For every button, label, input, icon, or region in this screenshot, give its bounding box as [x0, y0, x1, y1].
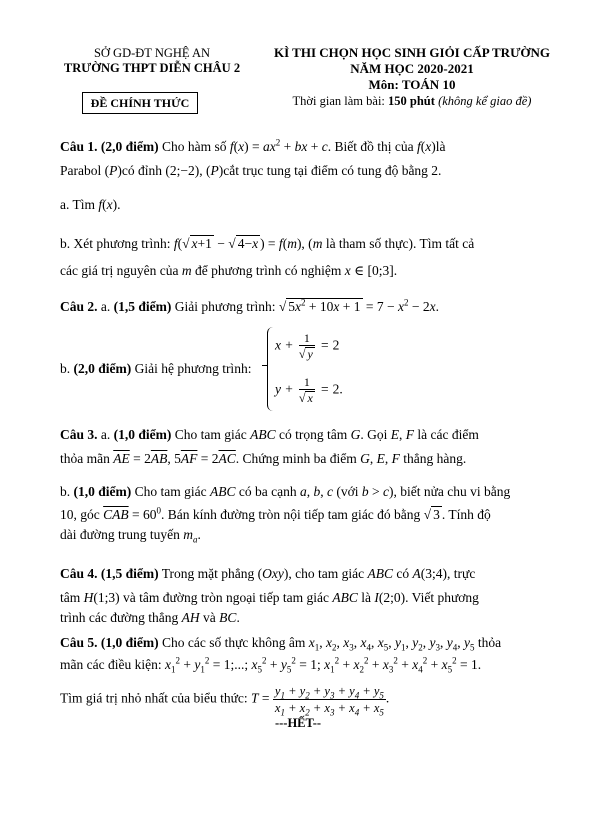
q4-line3: trình các đường thẳng AH và BC. — [60, 610, 240, 625]
exam-title: KÌ THI CHỌN HỌC SINH GIỎI CẤP TRƯỜNG — [273, 45, 551, 60]
q1b-line1: b. Xét phương trình: f(√ x+1 − √ 4−x ) = f(m), (m là tham số thực). Tìm tất cả — [60, 236, 475, 251]
end-marker: ---HẾT-- — [274, 716, 322, 730]
q1-label: Câu 1. (2,0 điểm) — [60, 139, 159, 154]
q5-fraction: $\frac{y_1 + y_2 + y_3 + y_4 + y_5}{x_1 + x_2 + x_3 + x_4 + x_5}$ — [274, 684, 384, 718]
school-name: TRƯỜNG THPT DIỄN CHÂU 2 — [63, 61, 241, 75]
equation-system — [267, 327, 387, 413]
system-eq-2: y + $\frac{1}{√ x}$ = 2. — [275, 375, 343, 405]
q3a-line1: Câu 3. a. (1,0 điểm) Cho tam giác ABC có trọng tâm G. Gọi E, F là các điểm — [60, 427, 479, 442]
dept-name: SỞ GD-ĐT NGHỆ AN — [93, 46, 211, 60]
q5-line1: Câu 5. (1,0 điểm) Cho các số thực không âm $x_1$, $x_2$, $x_3$, $x_4$, $x_5$, $y_1$, $y_2$, $y_3$, $y_4$, $y_5$ thỏa — [60, 635, 502, 653]
q1-line2: Parabol (P)có đỉnh (2;−2), (P)cắt trục tung tại điểm có tung độ bằng 2. — [60, 163, 442, 178]
q3b-line2: 10, góc $\overline{CAB} = 60^0$. Bán kính đường tròn nội tiếp tam giác đó bằng √ 3 . Tính độ — [60, 505, 491, 522]
q4-line2: tâm H(1;3) và tâm đường tròn ngoại tiếp tam giác ABC là I(2;0). Viết phương — [60, 590, 479, 605]
school-year: NĂM HỌC 2020-2021 — [350, 61, 474, 76]
official-label: ĐỀ CHÍNH THỨC — [82, 92, 198, 114]
q5-line3: Tìm giá trị nhỏ nhất của biểu thức: T = $\frac{y_1 + y_2 + y_3 + y_4 + y_5}{x_1 + x_2 + x_3 + x_4 + x_5}$ . — [60, 684, 390, 718]
q2a: Câu 2. a. (1,5 điểm) Giải phương trình: √ $5x^2 + 10x + 1 = 7 - x^2 - 2x$. — [60, 297, 439, 314]
q4-line1: Câu 4. (1,5 điểm) Trong mặt phẳng (Oxy), cho tam giác ABC có A(3;4), trực — [60, 566, 476, 581]
q1b-line2: các giá trị nguyên của m để phương trình có nghiệm x ∈ [0;3]. — [60, 263, 398, 278]
q2b: b. (2,0 điểm) Giải hệ phương trình: — [60, 361, 252, 376]
q1-line1: Câu 1. (2,0 điểm) Cho hàm số $f(x) = ax^2$ + bx + c. Biết đồ thị của f(x)là — [60, 137, 446, 154]
header-left — [52, 46, 252, 76]
q5-line2: mãn các điều kiện: $x_1^2 + y_1^2 = 1$;...; $x_5^2 + y_5^2 = 1$; $x_1^2 + x_2^2 + x_3^2 + x_4^2 + x_5^2 = 1$. — [60, 655, 482, 675]
q3b-line3: dài đường trung tuyến $m_a$. — [60, 527, 201, 545]
q3a-line2: thỏa mãn $\overline{AE} = 2\overline{AB}$, $5\overline{AF} = 2\overline{AC}$. Chứng minh ba điểm G, E, F thẳng hàng. — [60, 451, 467, 466]
subject: Môn: TOÁN 10 — [368, 77, 456, 92]
time-limit: Thời gian làm bài: 150 phút (không kể giao đề) — [292, 94, 532, 108]
system-eq-1: x + $\frac{1}{√ y}$ = 2 — [275, 331, 340, 361]
header-right — [262, 45, 562, 109]
q1a: a. Tìm f(x). — [60, 197, 121, 212]
q3b-line1: b. (1,0 điểm) Cho tam giác ABC có ba cạnh a, b, c (với b > c), biết nửa chu vi bằng — [60, 484, 511, 499]
